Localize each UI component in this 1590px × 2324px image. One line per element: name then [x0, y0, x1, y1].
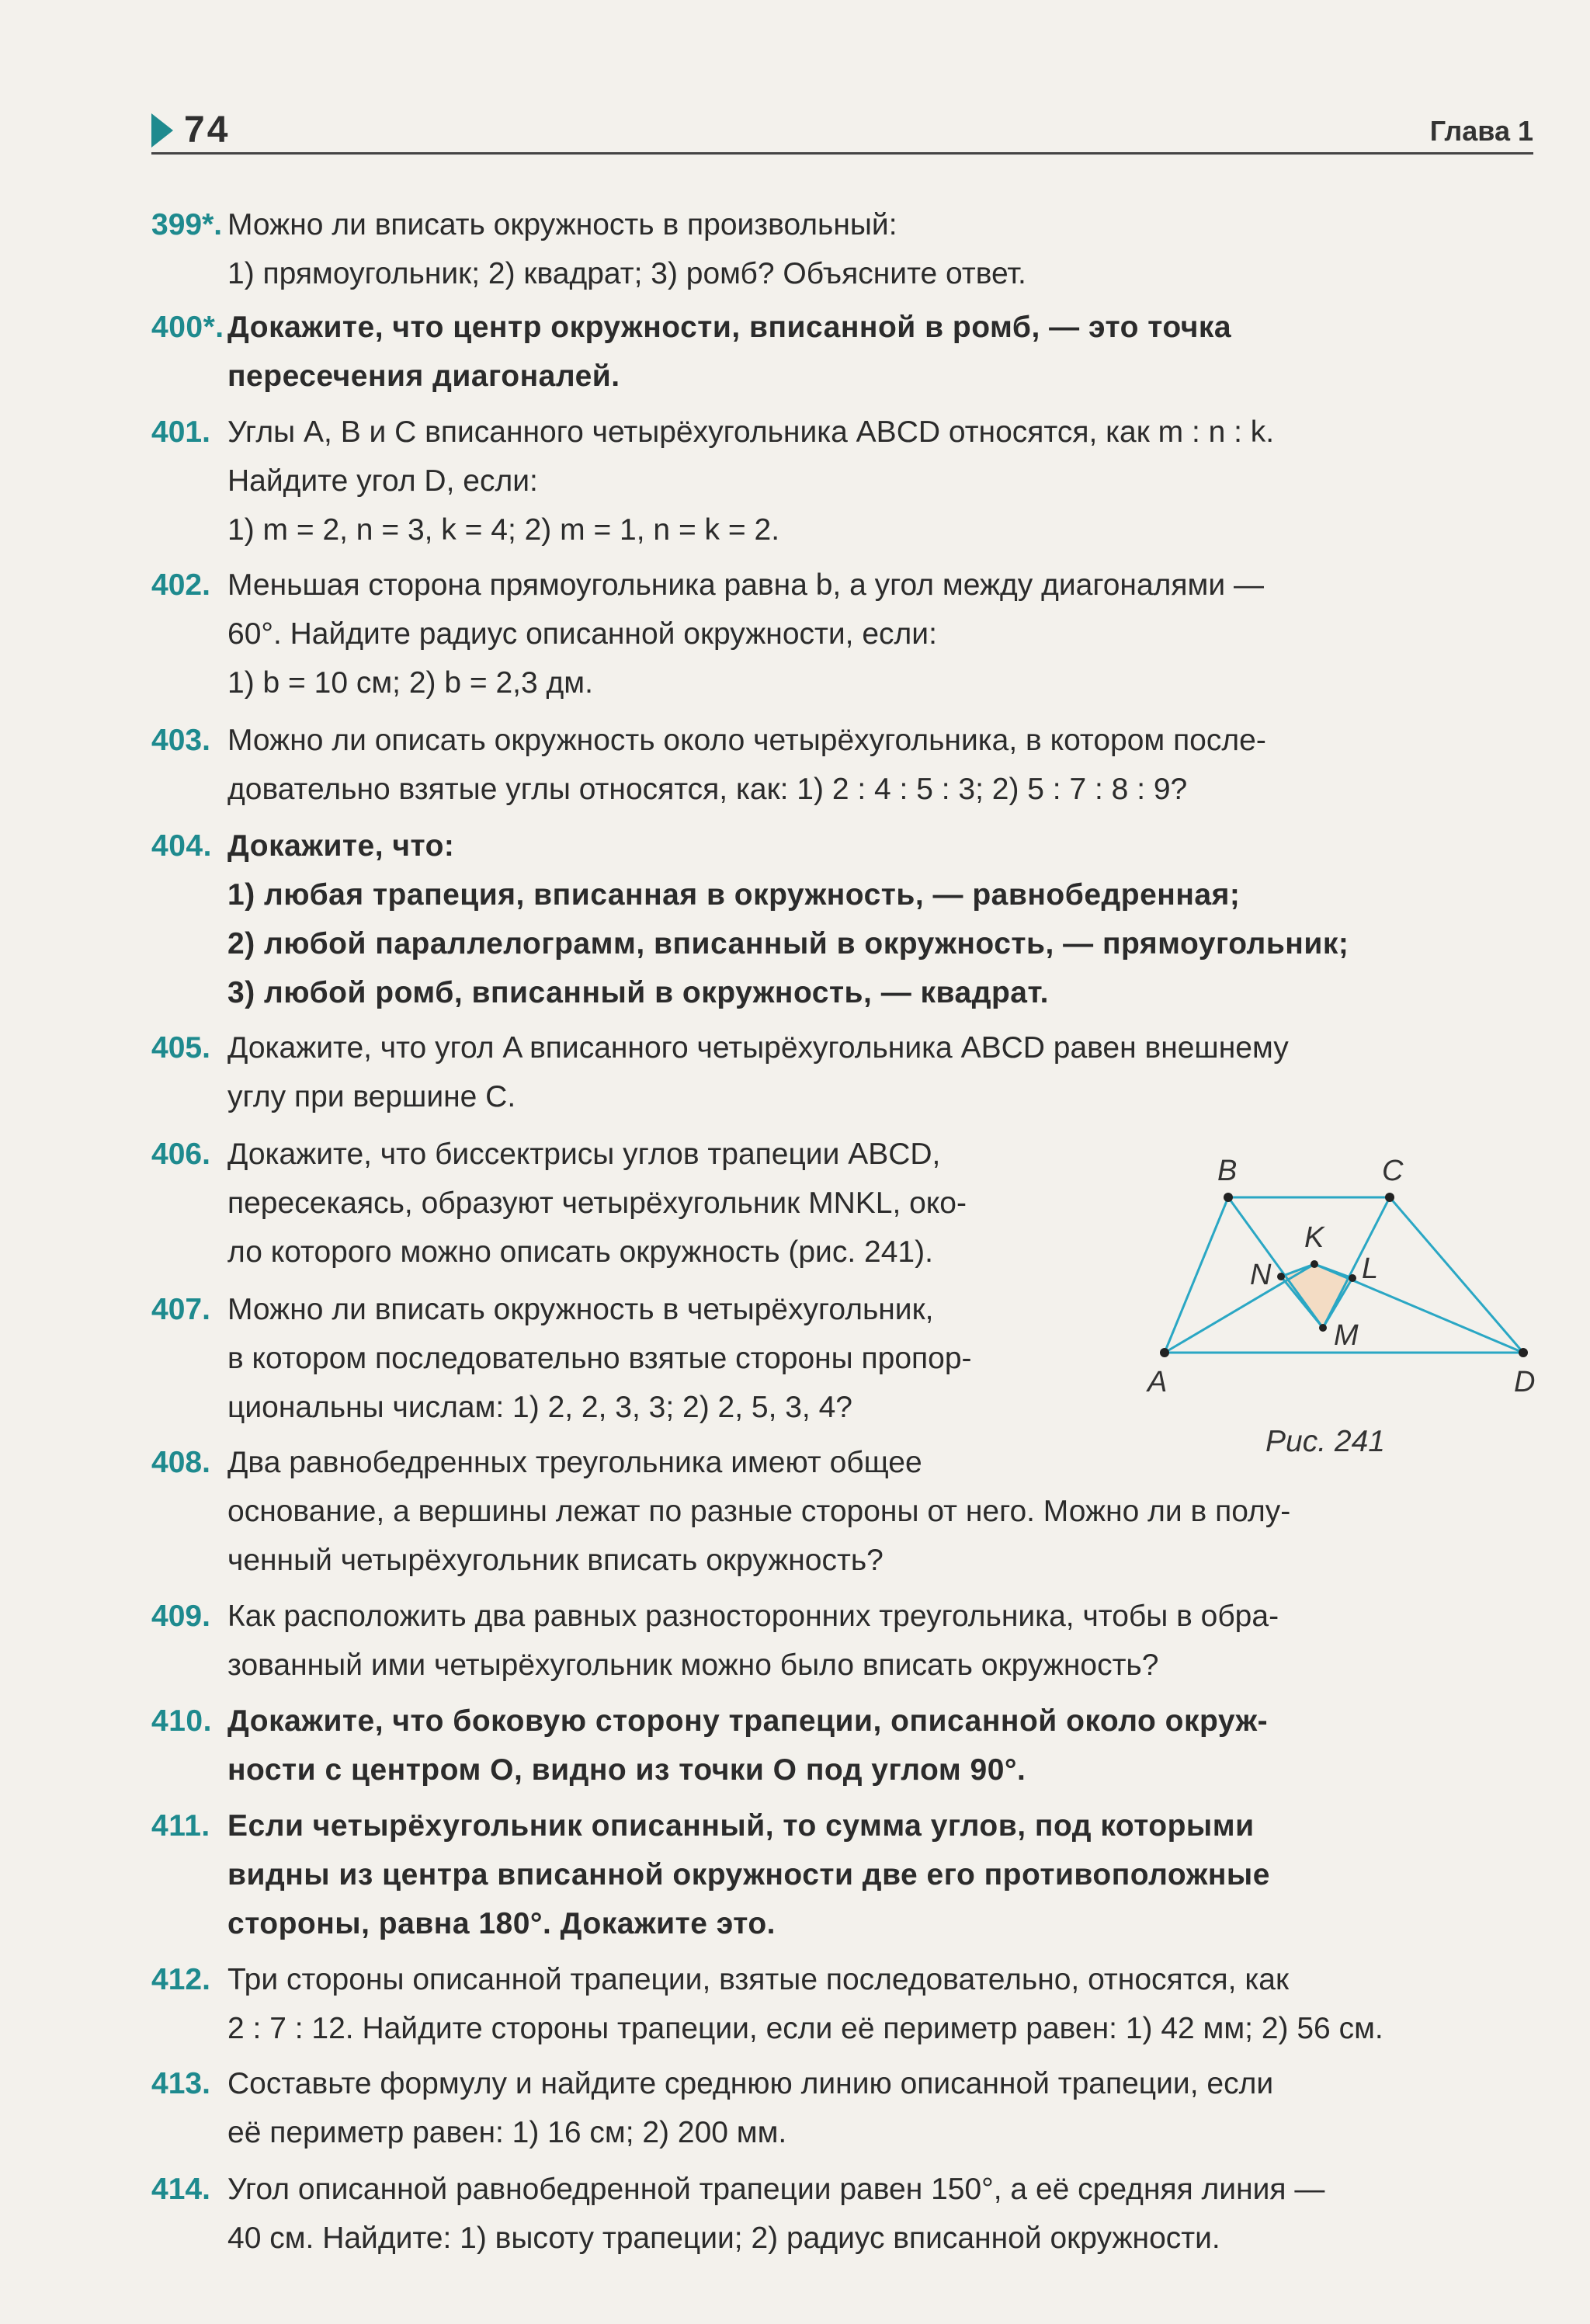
problem-text: циональны числам: 1) 2, 2, 3, 3; 2) 2, 5, 3, 4? [227, 1391, 852, 1424]
problem-text: Можно ли вписать окружность в четырёхугольник, [227, 1293, 934, 1326]
problem-number: 408. [151, 1446, 210, 1479]
bisector-b [1228, 1197, 1323, 1328]
problem-number: 402. [151, 568, 210, 602]
problem-text: Можно ли описать окружность около четырёхугольника, в котором после- [227, 724, 1266, 757]
point-k [1311, 1260, 1318, 1268]
point-c [1385, 1193, 1394, 1202]
problem-number: 413. [151, 2067, 210, 2100]
label-d: D [1514, 1366, 1536, 1398]
problem-text: зованный ими четырёхугольник можно было вписать окружность? [227, 1648, 1159, 1682]
problem-text: Два равнобедренных треугольника имеют общее [227, 1446, 922, 1479]
point-a [1160, 1348, 1169, 1357]
point-d [1519, 1348, 1528, 1357]
problem-number: 409. [151, 1600, 210, 1633]
problem-text: 2 : 7 : 12. Найдите стороны трапеции, если её периметр равен: 1) 42 мм; 2) 56 см. [227, 2012, 1383, 2045]
problem-400 [151, 303, 1537, 401]
problem-text: пересечения диагоналей. [227, 360, 620, 393]
problem-401 [151, 408, 1537, 554]
page-number: 74 [184, 109, 231, 151]
label-l: L [1362, 1252, 1379, 1285]
problem-text: 1) прямоугольник; 2) квадрат; 3) ромб? Объясните ответ. [227, 257, 1026, 290]
figure-caption: Рис. 241 [1265, 1425, 1385, 1458]
problem-text: Найдите угол D, если: [227, 464, 538, 498]
problem-text: 1) любая трапеция, вписанная в окружность, — равнобедренная; [227, 878, 1241, 912]
bisector-a [1165, 1264, 1314, 1353]
point-l [1349, 1274, 1356, 1282]
page-header [151, 109, 1533, 155]
problem-text: довательно взятые углы относятся, как: 1) 2 : 4 : 5 : 3; 2) 5 : 7 : 8 : 9? [227, 773, 1188, 806]
problem-text: основание, а вершины лежат по разные стороны от него. Можно ли в полу- [227, 1495, 1291, 1528]
problem-text: Докажите, что биссектрисы углов трапеции ABCD, [227, 1138, 941, 1171]
problem-text: ченный четырёхугольник вписать окружность? [227, 1544, 884, 1577]
problem-number: 412. [151, 1963, 210, 1996]
problem-410 [151, 1697, 1537, 1794]
problem-text: ности с центром O, видно из точки O под углом 90°. [227, 1753, 1026, 1787]
problem-text: в котором последовательно взятые стороны пропор- [227, 1342, 972, 1375]
page-number-block [151, 109, 230, 151]
problem-text: 40 см. Найдите: 1) высоту трапеции; 2) радиус вписанной окружности. [227, 2222, 1220, 2255]
problem-text: её периметр равен: 1) 16 см; 2) 200 мм. [227, 2116, 787, 2149]
point-m [1319, 1324, 1327, 1332]
problem-text: Докажите, что угол A вписанного четырёхугольника ABCD равен внешнему [227, 1031, 1289, 1065]
problem-text: 3) любой ромб, вписанный в окружность, — квадрат. [227, 976, 1049, 1009]
point-b [1224, 1193, 1233, 1202]
problem-number: 407. [151, 1293, 210, 1326]
problem-number: 406. [151, 1138, 210, 1171]
label-n: N [1250, 1259, 1272, 1291]
problem-text: Как расположить два равных разносторонних треугольника, чтобы в обра- [227, 1600, 1279, 1633]
problem-text: видны из центра вписанной окружности две его противоположные [227, 1858, 1270, 1892]
problem-number: 410. [151, 1704, 212, 1738]
problem-text: Докажите, что: [227, 829, 455, 863]
problem-413 [151, 2059, 1537, 2157]
problem-399 [151, 200, 1537, 298]
problem-text: стороны, равна 180°. Докажите это. [227, 1907, 776, 1940]
problem-409 [151, 1592, 1537, 1690]
label-b: B [1217, 1155, 1238, 1187]
problem-text: пересекаясь, образуют четырёхугольник MNKL, око- [227, 1186, 967, 1220]
problem-number: 411. [151, 1809, 210, 1843]
problem-number: 404. [151, 829, 212, 863]
problem-402 [151, 561, 1537, 707]
problem-number: 401. [151, 415, 210, 449]
problem-text: 1) b = 10 см; 2) b = 2,3 дм. [227, 666, 593, 700]
problem-text: Меньшая сторона прямоугольника равна b, а угол между диагоналями — [227, 568, 1264, 602]
problem-403 [151, 716, 1537, 814]
problem-404 [151, 822, 1537, 1017]
header-rule [151, 152, 1533, 155]
problem-text: 1) m = 2, n = 3, k = 4; 2) m = 1, n = k = 2. [227, 513, 780, 547]
problem-405 [151, 1023, 1537, 1121]
problem-number: 405. [151, 1031, 210, 1065]
problem-text: Докажите, что боковую сторону трапеции, описанной около окруж- [227, 1704, 1269, 1738]
problem-text: углу при вершине C. [227, 1080, 516, 1113]
problem-407 [151, 1285, 1130, 1432]
label-a: A [1147, 1366, 1168, 1398]
problem-text: Углы A, B и C вписанного четырёхугольника ABCD относятся, как m : n : k. [227, 415, 1275, 449]
problem-text: 60°. Найдите радиус описанной окружности, если: [227, 617, 937, 651]
problem-text: ло которого можно описать окружность (рис. 241). [227, 1235, 933, 1269]
figure-241-trapezoid [1126, 1141, 1560, 1468]
triangle-marker-icon [151, 113, 173, 148]
problem-number: 414. [151, 2173, 210, 2206]
bisector-c [1323, 1197, 1390, 1328]
problem-text: 2) любой параллелограмм, вписанный в окружность, — прямоугольник; [227, 927, 1349, 961]
chapter-title: Глава 1 [1429, 115, 1533, 147]
problem-411 [151, 1801, 1537, 1948]
label-k: K [1304, 1221, 1324, 1254]
problem-text: Если четырёхугольник описанный, то сумма углов, под которыми [227, 1809, 1255, 1843]
problem-text: Докажите, что центр окружности, вписанной в ромб, — это точка [227, 311, 1232, 344]
problem-number: 399*. [151, 208, 223, 241]
label-c: C [1382, 1155, 1404, 1187]
problem-number: 400*. [151, 311, 224, 344]
problem-text: Составьте формулу и найдите среднюю линию описанной трапеции, если [227, 2067, 1274, 2100]
point-n [1277, 1273, 1285, 1280]
problem-text: Можно ли вписать окружность в произвольный: [227, 208, 897, 241]
problem-text: Угол описанной равнобедренной трапеции равен 150°, а её средняя линия — [227, 2173, 1325, 2206]
problem-412 [151, 1955, 1537, 2053]
label-m: M [1334, 1319, 1359, 1352]
problem-number: 403. [151, 724, 210, 757]
problem-text: Три стороны описанной трапеции, взятые последовательно, относятся, как [227, 1963, 1290, 1996]
problem-414 [151, 2165, 1537, 2263]
problem-406 [151, 1130, 1130, 1277]
